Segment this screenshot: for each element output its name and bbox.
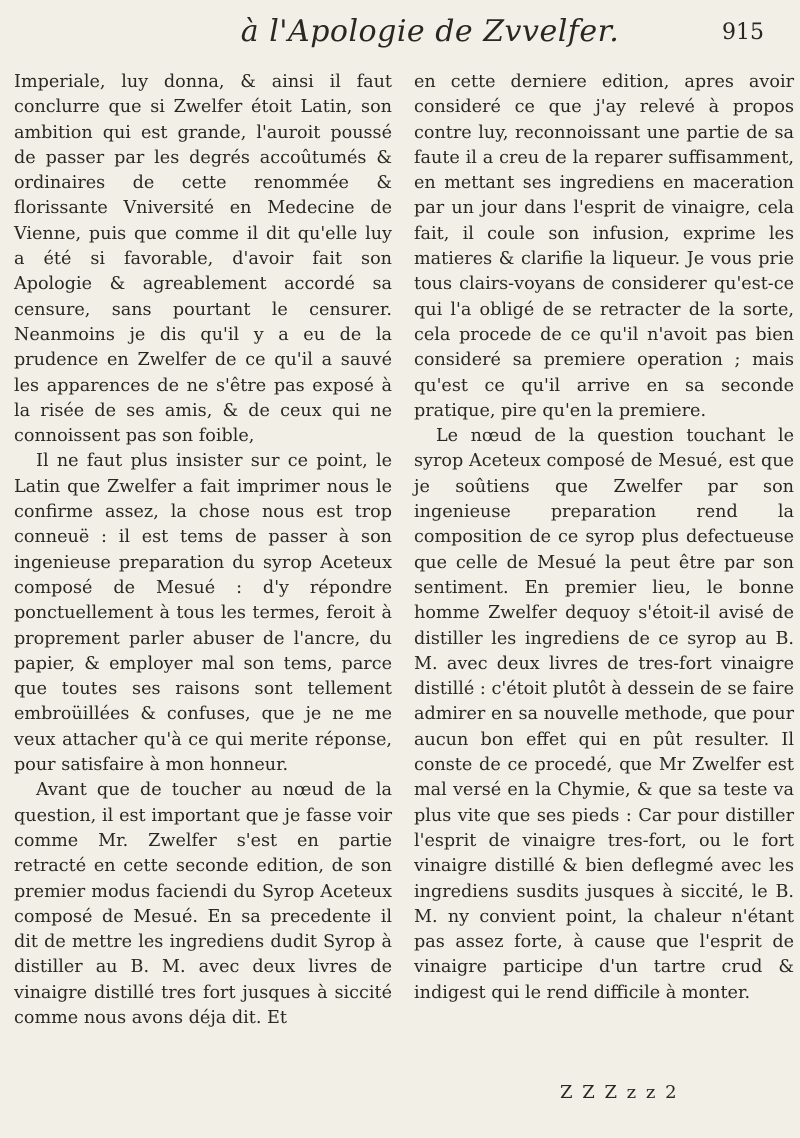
paragraph: Avant que de toucher au nœud de la question, il est important que je fasse voir comme Mr. Zwelfer s'est en partie retracté en cette seconde edition, de son premier modus faciendi du Syrop Aceteux composé de Mesué. En sa precedente il dit de mettre les ingrediens dudit Syrop à distiller au B. M. avec deux livres de vinaigre distillé tres fort jusques à siccité comme nous avons déja dit. Et (14, 780, 392, 1028)
left-column (14, 70, 392, 1031)
paragraph: Imperiale, luy donna, & ainsi il faut conclurre que si Zwelfer étoit Latin, son ambition qui est grande, l'auroit poussé de passer par les degrés accoûtumés & ordinaires de cette renommée & florissante Vniversité en Medecine de Vienne, puis que comme il dit qu'elle luy a été si favorable, d'avoir fait son Apologie & agreablement accordé sa censure, sans pourtant le censurer. Neanmoins je dis qu'il y a eu de la prudence en Zwelfer de ce qu'il a sauvé les apparences de ne s'être pas exposé à la risée de ses amis, & de ceux qui ne connoissent pas son foible, (14, 72, 392, 447)
paragraph: Le nœud de la question touchant le syrop Aceteux composé de Mesué, est que je soûtiens que Zwelfer par son ingenieuse preparation rend la composition de ce syrop plus defectueuse que celle de Mesué la peut être par son sentiment. En premier lieu, le bonne homme Zwelfer dequoy s'étoit-il avisé de distiller les ingrediens de ce syrop au B. M. avec deux livres de tres-fort vinaigre distillé : c'étoit plutôt à dessein de se faire admirer en sa nouvelle methode, que pour aucun bon effet qui en pût resulter. Il conste de ce procedé, que Mr Zwelfer est mal versé en la Chymie, & que sa teste va plus vite que ses pieds : Car pour distiller l'esprit de vinaigre tres-fort, ou le fort vinaigre distillé & bien deflegmé avec les ingrediens susdits jusques à siccité, le B. M. ny convient point, la chaleur n'étant pas assez forte, à cause que l'esprit de vinaigre participe d'un tartre crud & indigest qui le rend difficile à monter. (414, 426, 794, 1003)
paragraph: Il ne faut plus insister sur ce point, le Latin que Zwelfer a fait imprimer nous le confirme assez, la chose nous est trop conneuë : il est tems de passer à son ingenieuse preparation du syrop Aceteux composé de Mesué : d'y répondre ponctuellement à tous les termes, feroit à proprement parler abuser de l'ancre, du papier, & employer mal son tems, parce que toutes ses raisons sont tellement embroüillées & confuses, que je ne me veux attacher qu'à ce qui merite réponse, pour satisfaire à mon honneur. (14, 451, 392, 776)
running-head: à l'Apologie de Zvvelfer. (240, 14, 620, 49)
page-number: 915 (722, 20, 764, 45)
signature-mark: Z Z Z z z 2 (560, 1082, 679, 1103)
right-column (414, 70, 794, 1006)
paragraph: en cette derniere edition, apres avoir consideré ce que j'ay relevé à propos contre luy, reconnoissant une partie de sa faute il a creu de la reparer suffisamment, en mettant ses ingrediens en maceration par un jour dans l'esprit de vinaigre, cela fait, il coule son infusion, exprime les matieres & clarifie la liqueur. Je vous prie tous clairs-voyans de considerer qu'est-ce qui l'a obligé de se retracter de la sorte, cela procede de ce qu'il n'avoit pas bien consideré sa premiere operation ; mais qu'est ce qu'il arrive en sa seconde pratique, pire qu'en la premiere. (414, 72, 794, 421)
